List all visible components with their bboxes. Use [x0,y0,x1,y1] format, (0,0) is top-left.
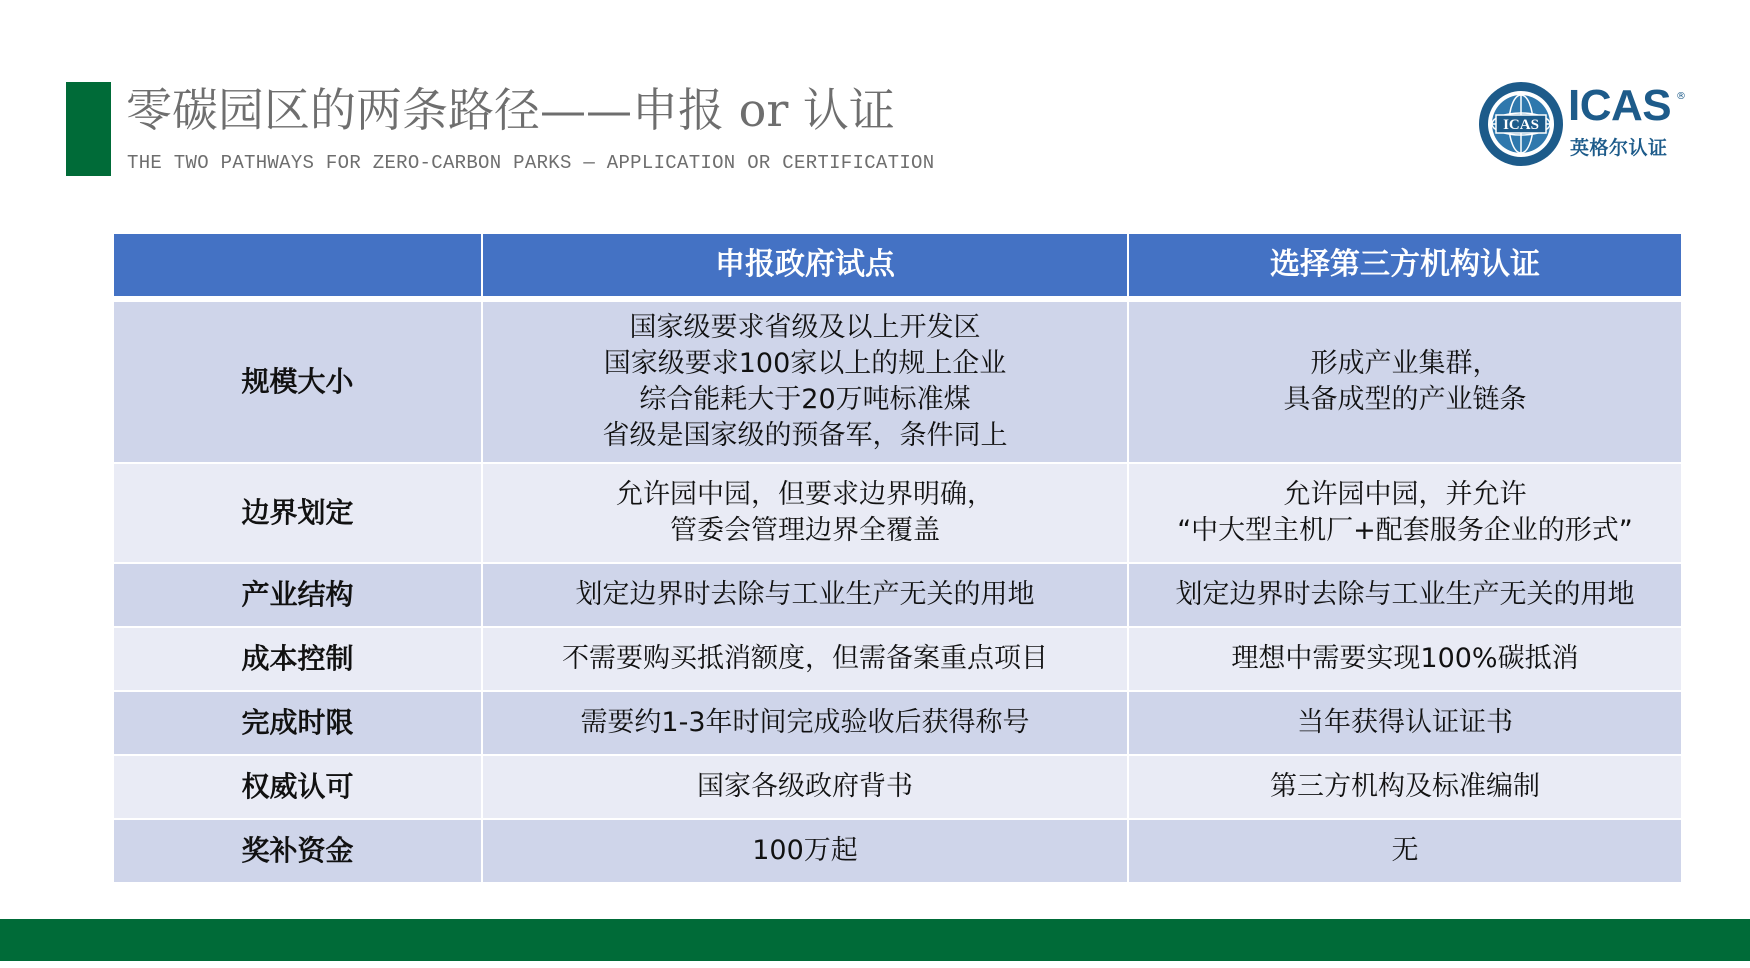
cell-line: 理想中需要实现100%碳抵消 [1231,643,1579,674]
row-label: 成本控制 [113,627,482,691]
third-party-cell [1128,463,1682,563]
cell-line: 允许园中园，但要求边界明确， [616,479,994,510]
slide-subtitle: THE TWO PATHWAYS FOR ZERO-CARBON PARKS — APPLICATION OR CERTIFICATION [127,152,935,174]
footer-accent-bar [0,919,1750,961]
cell-line: 划定边界时去除与工业生产无关的用地 [575,579,1035,610]
third-party-cell [1128,691,1682,755]
slide-title: 零碳园区的两条路径——申报 or 认证 [126,83,895,137]
cell-line: 无 [1391,835,1419,866]
header-third-party-certification: 选择第三方机构认证 [1128,233,1682,299]
header-government-pilot: 申报政府试点 [482,233,1128,299]
row-label: 边界划定 [113,463,482,563]
government-cell [482,819,1128,883]
table-row [113,627,1682,691]
cell-line: 形成产业集群， [1310,348,1500,379]
table-row [113,819,1682,883]
table-row [113,755,1682,819]
cell-line: 不需要购买抵消额度，但需备案重点项目 [562,643,1048,674]
row-label: 规模大小 [113,299,482,463]
row-label: 产业结构 [113,563,482,627]
cell-line: 国家级要求100家以上的规上企业 [603,348,1007,379]
table-header-row [113,233,1682,299]
table-body [113,299,1682,883]
government-cell [482,755,1128,819]
government-cell [482,563,1128,627]
icas-globe-seal-icon [1478,81,1564,167]
cell-line: 需要约1-3年时间完成验收后获得称号 [580,707,1030,738]
cell-line: 国家级要求省级及以上开发区 [629,312,981,343]
table-row [113,563,1682,627]
cell-line: 管委会管理边界全覆盖 [670,515,940,546]
third-party-cell [1128,563,1682,627]
cell-line: 第三方机构及标准编制 [1270,771,1540,802]
cell-line: 国家各级政府背书 [697,771,913,802]
table-row [113,691,1682,755]
cell-line: 当年获得认证证书 [1297,707,1513,738]
government-cell [482,299,1128,463]
third-party-cell [1128,755,1682,819]
comparison-table [112,232,1683,884]
government-cell [482,463,1128,563]
government-cell [482,691,1128,755]
third-party-cell [1128,299,1682,463]
government-cell [482,627,1128,691]
cell-line: “中大型主机厂+配套服务企业的形式” [1177,515,1633,546]
third-party-cell [1128,627,1682,691]
icas-logo [1478,79,1688,169]
cell-line: 综合能耗大于20万吨标准煤 [639,384,971,415]
table-row [113,463,1682,563]
logo-seal-text: ICAS [1503,117,1539,133]
cell-line: 省级是国家级的预备军，条件同上 [602,420,1008,451]
logo-chinese-name: 英格尔认证 [1570,137,1668,159]
logo-wordmark: ICAS [1568,81,1672,130]
cell-line: 划定边界时去除与工业生产无关的用地 [1175,579,1635,610]
row-label: 完成时限 [113,691,482,755]
row-label: 奖补资金 [113,819,482,883]
title-accent-bar [66,82,111,176]
table-row [113,299,1682,463]
row-label: 权威认可 [113,755,482,819]
cell-line: 100万起 [752,835,858,866]
header-empty-cell [113,233,482,299]
cell-line: 具备成型的产业链条 [1283,384,1527,415]
logo-registered-mark: ® [1676,91,1686,102]
third-party-cell [1128,819,1682,883]
cell-line: 允许园中园，并允许 [1283,479,1527,510]
